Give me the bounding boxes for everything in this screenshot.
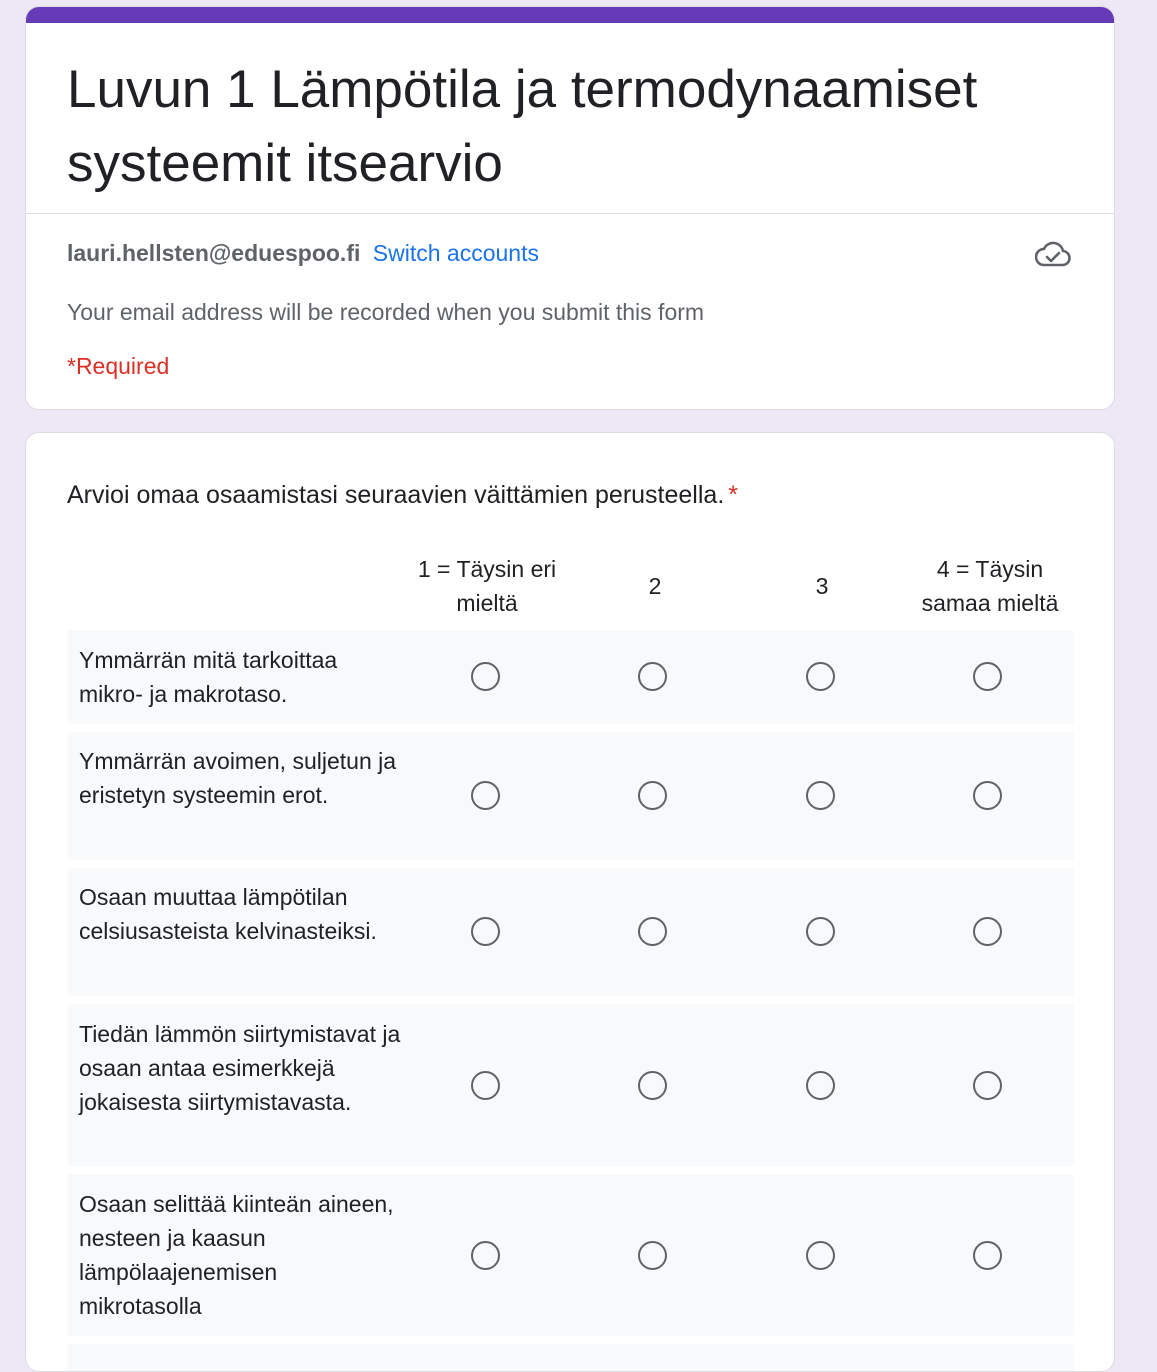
row-label: Ymmärrän avoimen, suljetun ja eristetyn systeemin erot. bbox=[79, 748, 397, 808]
column-header-1: 1 = Täysin eri mieltä bbox=[417, 556, 557, 616]
radio-row3-col4[interactable] bbox=[973, 917, 1002, 946]
row-label: Ymmärrän mitä tarkoittaa mikro- ja makrotaso. bbox=[79, 647, 338, 707]
radio-row5-col4[interactable] bbox=[973, 1241, 1002, 1270]
radio-row1-col2[interactable] bbox=[638, 662, 667, 691]
grid-row bbox=[67, 1344, 1074, 1372]
grid-row bbox=[67, 732, 1074, 860]
row-label: Osaan muuttaa lämpötilan celsiusasteista kelvinasteiksi. bbox=[79, 884, 377, 944]
required-star: * bbox=[728, 481, 738, 509]
radio-row2-col1[interactable] bbox=[471, 781, 500, 810]
account-email: lauri.hellsten@eduespoo.fi bbox=[67, 240, 361, 266]
radio-row4-col4[interactable] bbox=[973, 1071, 1002, 1100]
grid-row bbox=[67, 868, 1074, 996]
question-card bbox=[25, 432, 1115, 1372]
question-title bbox=[67, 477, 738, 513]
radio-row3-col3[interactable] bbox=[806, 917, 835, 946]
header-accent-bar bbox=[26, 7, 1114, 23]
radio-row4-col3[interactable] bbox=[806, 1071, 835, 1100]
column-header-4: 4 = Täysin samaa mieltä bbox=[921, 556, 1059, 616]
radio-row2-col2[interactable] bbox=[638, 781, 667, 810]
form-title: Luvun 1 Lämpötila ja termodynaamiset systeemit itsearvio bbox=[67, 60, 978, 193]
radio-row1-col4[interactable] bbox=[973, 662, 1002, 691]
column-header-3: 3 bbox=[815, 573, 829, 599]
radio-row1-col3[interactable] bbox=[806, 662, 835, 691]
radio-row3-col1[interactable] bbox=[471, 917, 500, 946]
column-header-2: 2 bbox=[648, 573, 662, 599]
radio-row2-col3[interactable] bbox=[806, 781, 835, 810]
radio-row2-col4[interactable] bbox=[973, 781, 1002, 810]
radio-row1-col1[interactable] bbox=[471, 662, 500, 691]
cloud-check-icon[interactable] bbox=[1035, 239, 1071, 269]
radio-row4-col1[interactable] bbox=[471, 1071, 500, 1100]
switch-accounts-link[interactable]: Switch accounts bbox=[372, 240, 539, 266]
email-recorded-note: Your email address will be recorded when you submit this form bbox=[67, 299, 705, 325]
row-label: Tiedän lämmön siirtymistavat ja osaan antaa esimerkkejä jokaisesta siirtymistavasta. bbox=[79, 1021, 401, 1115]
account-row bbox=[67, 238, 539, 268]
radio-row5-col1[interactable] bbox=[471, 1241, 500, 1270]
required-note: *Required bbox=[67, 353, 170, 379]
radio-row5-col3[interactable] bbox=[806, 1241, 835, 1270]
header-divider bbox=[26, 213, 1114, 214]
form-header-card bbox=[25, 6, 1115, 410]
row-label: Osaan selittää kiinteän aineen, nesteen ja kaasun lämpölaajenemisen mikrotasolla bbox=[79, 1191, 394, 1319]
radio-row4-col2[interactable] bbox=[638, 1071, 667, 1100]
grid-row bbox=[67, 630, 1074, 724]
radio-row5-col2[interactable] bbox=[638, 1241, 667, 1270]
grid-row bbox=[67, 1174, 1074, 1336]
radio-row3-col2[interactable] bbox=[638, 917, 667, 946]
question-text: Arvioi omaa osaamistasi seuraavien väittämien perusteella. bbox=[67, 481, 725, 509]
grid-row bbox=[67, 1004, 1074, 1166]
